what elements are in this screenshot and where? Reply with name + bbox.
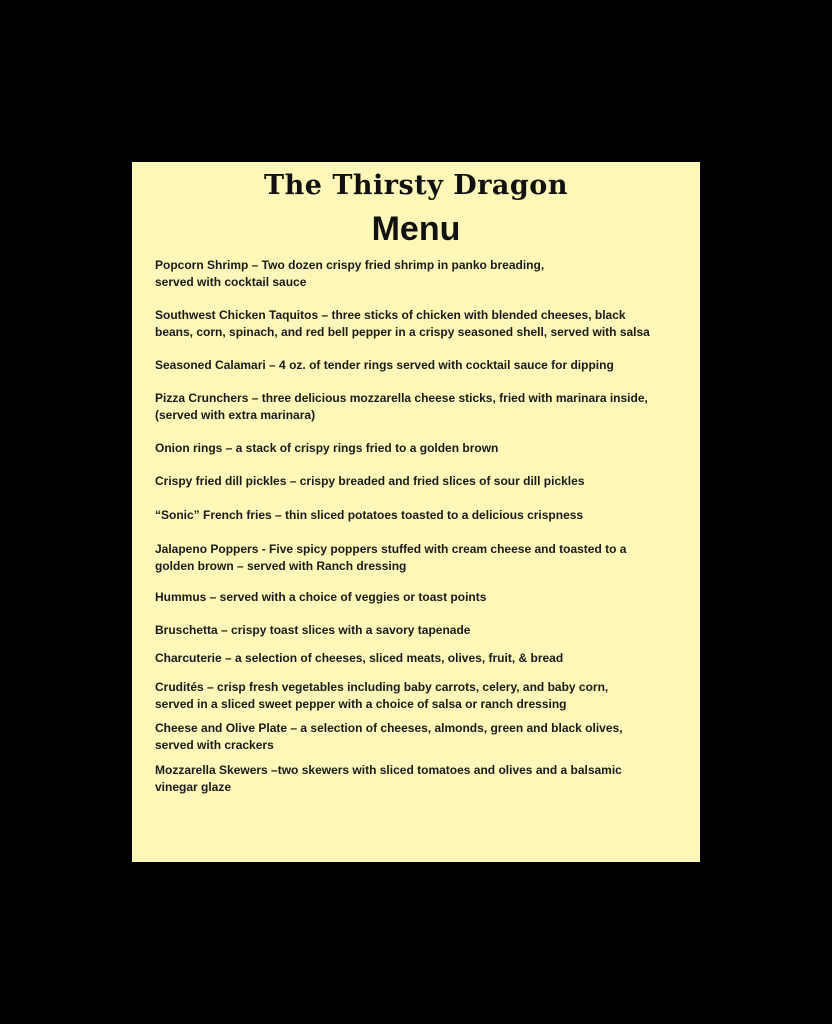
menu-item-line: Cheese and Olive Plate – a selection of cheeses, almonds, green and black olives,	[155, 721, 623, 735]
menu-item-line: Mozzarella Skewers –two skewers with sliced tomatoes and olives and a balsamic	[155, 763, 622, 777]
menu-item-line: served in a sliced sweet pepper with a choice of salsa or ranch dressing	[155, 696, 567, 711]
menu-item-calamari	[155, 357, 685, 374]
menu-item-hummus	[155, 589, 685, 606]
menu-item-line: Onion rings – a stack of crispy rings fried to a golden brown	[155, 441, 499, 455]
menu-item-line: Southwest Chicken Taquitos – three sticks of chicken with blended cheeses, black	[155, 308, 626, 322]
menu-item-french-fries	[155, 507, 685, 524]
menu-item-line: served with cocktail sauce	[155, 274, 307, 289]
menu-title: Menu	[371, 210, 461, 248]
menu-item-dill-pickles	[155, 473, 685, 490]
menu-item-line: “Sonic” French fries – thin sliced potatoes toasted to a delicious crispness	[155, 508, 584, 522]
menu-item-line: Popcorn Shrimp – Two dozen crispy fried shrimp in panko breading,	[155, 258, 545, 272]
menu-item-line: Charcuterie – a selection of cheeses, sliced meats, olives, fruit, & bread	[155, 651, 564, 665]
restaurant-name: The Thirsty Dragon	[264, 170, 568, 201]
menu-card	[132, 162, 700, 862]
menu-item-line: Bruschetta – crispy toast slices with a savory tapenade	[155, 623, 471, 637]
menu-item-line: Seasoned Calamari – 4 oz. of tender rings served with cocktail sauce for dipping	[155, 358, 614, 372]
menu-item-charcuterie	[155, 650, 685, 667]
menu-item-cheese-olive-plate	[155, 720, 685, 753]
menu-item-line: beans, corn, spinach, and red bell pepper in a crispy seasoned shell, served with salsa	[155, 324, 650, 339]
menu-item-crudites	[155, 679, 685, 712]
menu-item-line: Pizza Crunchers – three delicious mozzarella cheese sticks, fried with marinara inside,	[155, 391, 648, 405]
menu-item-line: Jalapeno Poppers - Five spicy poppers stuffed with cream cheese and toasted to a	[155, 542, 627, 556]
menu-item-taquitos	[155, 307, 685, 340]
menu-item-line: Crudités – crisp fresh vegetables including baby carrots, celery, and baby corn,	[155, 680, 609, 694]
menu-item-line: vinegar glaze	[155, 779, 232, 794]
menu-item-mozzarella-skewers	[155, 762, 685, 795]
menu-item-popcorn-shrimp	[155, 257, 685, 290]
menu-item-pizza-crunchers	[155, 390, 685, 423]
menu-item-line: Hummus – served with a choice of veggies or toast points	[155, 590, 487, 604]
menu-item-jalapeno-poppers	[155, 541, 685, 574]
menu-item-bruschetta	[155, 622, 685, 639]
menu-item-line: served with crackers	[155, 737, 274, 752]
menu-item-line: Crispy fried dill pickles – crispy breaded and fried slices of sour dill pickles	[155, 474, 585, 488]
menu-item-line: (served with extra marinara)	[155, 407, 316, 422]
menu-item-onion-rings	[155, 440, 685, 457]
menu-item-line: golden brown – served with Ranch dressing	[155, 558, 407, 573]
